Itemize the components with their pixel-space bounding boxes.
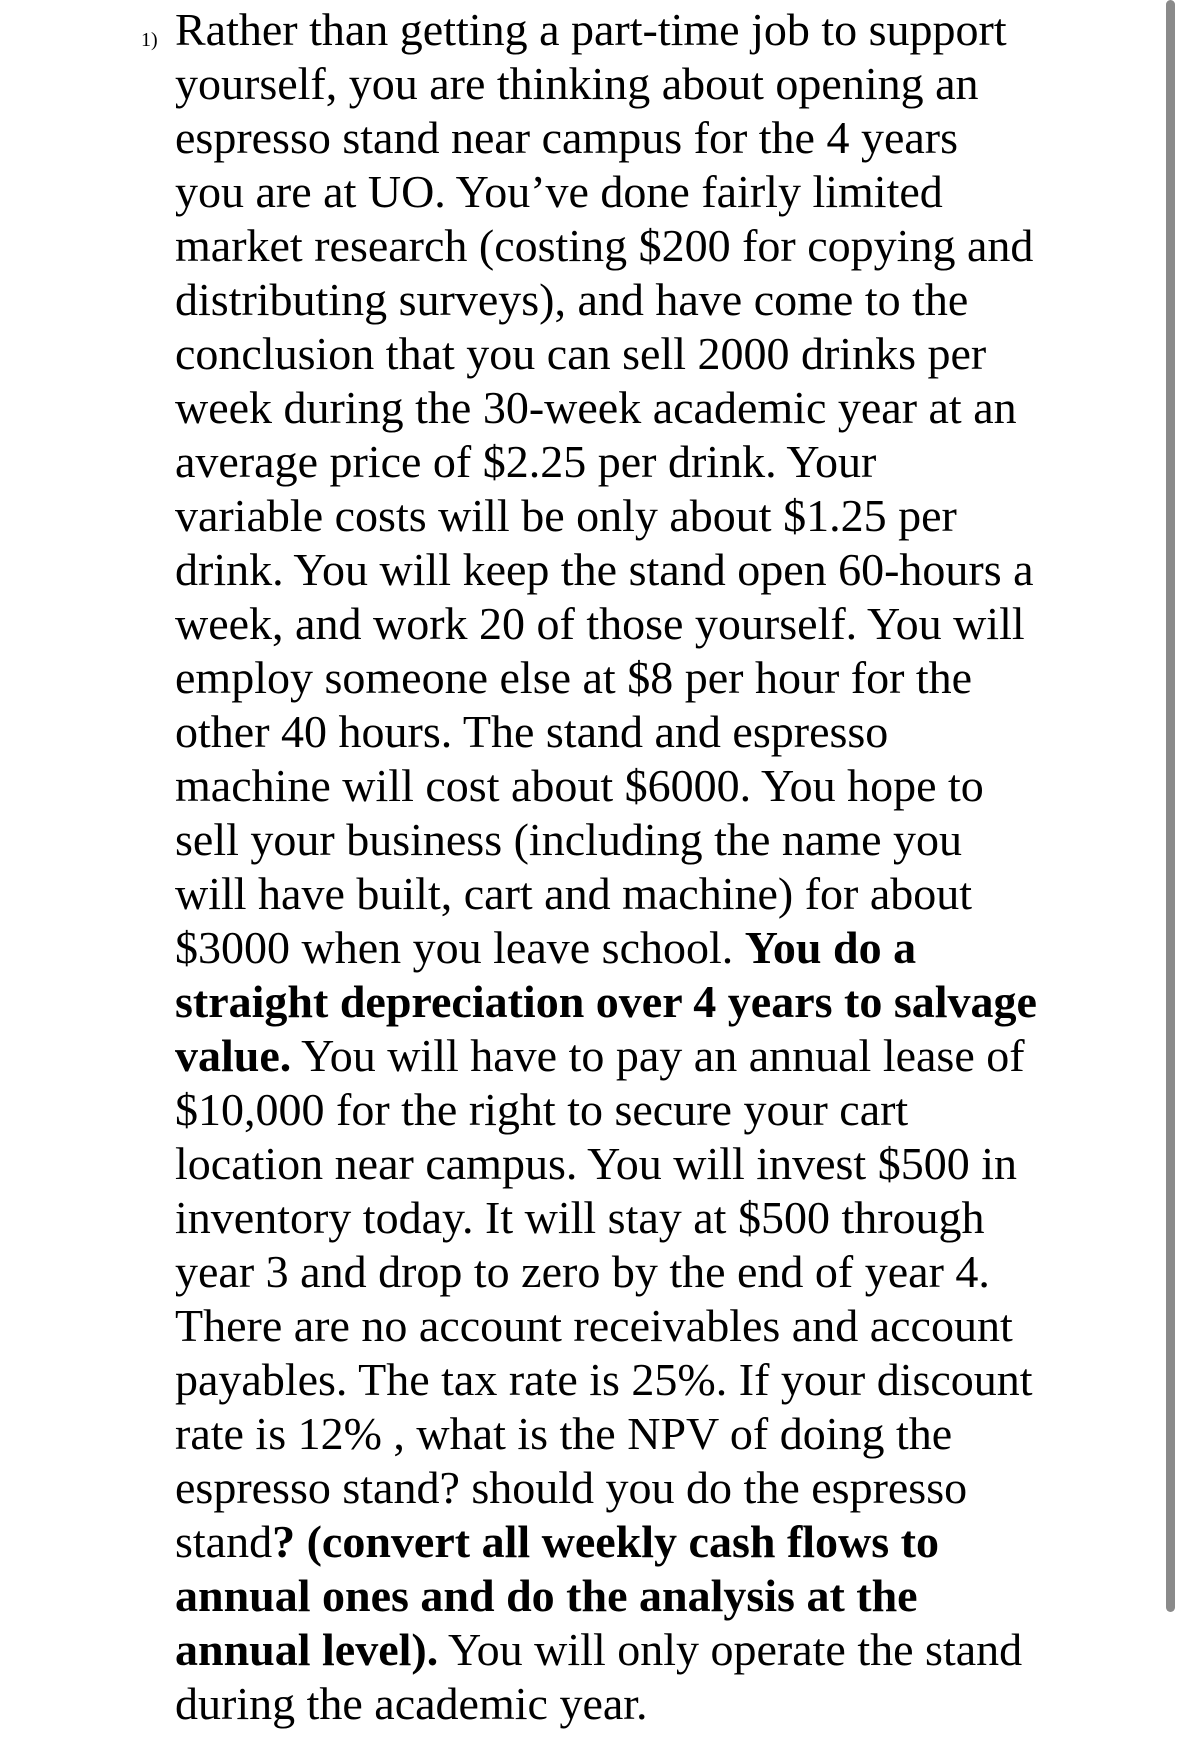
text-run: You will only operate the stand xyxy=(438,1624,1023,1675)
text-line xyxy=(175,759,1075,813)
text-line xyxy=(175,1461,1075,1515)
text-line xyxy=(175,219,1075,273)
text-run: conclusion that you can sell 2000 drinks per xyxy=(175,328,987,379)
text-line xyxy=(175,867,1075,921)
text-run: you are at UO. You’ve done fairly limited xyxy=(175,166,943,217)
text-run: stand xyxy=(175,1516,273,1567)
text-run: machine will cost about $6000. You hope to xyxy=(175,760,984,811)
text-line xyxy=(175,435,1075,489)
text-line xyxy=(175,381,1075,435)
bold-text-run: annual level). xyxy=(175,1624,439,1675)
text-line xyxy=(175,3,1075,57)
text-line xyxy=(175,1245,1075,1299)
text-line xyxy=(175,165,1075,219)
text-line xyxy=(175,1569,1075,1623)
text-line xyxy=(175,813,1075,867)
text-run: location near campus. You will invest $500 in xyxy=(175,1138,1017,1189)
text-run: market research (costing $200 for copying and xyxy=(175,220,1034,271)
text-line xyxy=(175,57,1075,111)
text-line xyxy=(175,111,1075,165)
scrollbar[interactable] xyxy=(1166,0,1175,1612)
bold-text-run: value. xyxy=(175,1030,292,1081)
text-line xyxy=(175,975,1075,1029)
text-line xyxy=(175,273,1075,327)
text-run: $10,000 for the right to secure your cart xyxy=(175,1084,909,1135)
text-run: year 3 and drop to zero by the end of year 4. xyxy=(175,1246,990,1297)
text-run: other 40 hours. The stand and espresso xyxy=(175,706,889,757)
text-line xyxy=(175,1623,1075,1677)
text-line xyxy=(175,1137,1075,1191)
text-run: week, and work 20 of those yourself. You will xyxy=(175,598,1025,649)
text-run: $3000 when you leave school. xyxy=(175,922,745,973)
text-line xyxy=(175,1353,1075,1407)
text-run: Rather than getting a part-time job to support xyxy=(175,4,1007,55)
text-run: sell your business (including the name you xyxy=(175,814,962,865)
text-run: will have built, cart and machine) for about xyxy=(175,868,973,919)
bold-text-run: You do a xyxy=(744,922,917,973)
text-run: week during the 30-week academic year at an xyxy=(175,382,1017,433)
text-line xyxy=(175,489,1075,543)
problem-number: 1) xyxy=(141,29,158,51)
text-line xyxy=(175,1299,1075,1353)
text-run: rate is 12% , what is the NPV of doing the xyxy=(175,1408,953,1459)
text-run: variable costs will be only about $1.25 per xyxy=(175,490,957,541)
problem-text xyxy=(175,3,1075,1731)
text-line xyxy=(175,1407,1075,1461)
text-run: payables. The tax rate is 25%. If your discount xyxy=(175,1354,1033,1405)
text-run: You will have to pay an annual lease of xyxy=(291,1030,1025,1081)
text-line xyxy=(175,597,1075,651)
text-line xyxy=(175,651,1075,705)
text-run: average price of $2.25 per drink. Your xyxy=(175,436,877,487)
text-line xyxy=(175,705,1075,759)
text-line xyxy=(175,543,1075,597)
text-run: espresso stand? should you do the espresso xyxy=(175,1462,968,1513)
text-run: yourself, you are thinking about opening an xyxy=(175,58,979,109)
text-run: There are no account receivables and account xyxy=(175,1300,1013,1351)
text-line xyxy=(175,327,1075,381)
text-run: drink. You will keep the stand open 60-hours a xyxy=(175,544,1034,595)
text-line xyxy=(175,921,1075,975)
text-line xyxy=(175,1515,1075,1569)
bold-text-run: ? (convert all weekly cash flows to xyxy=(272,1516,939,1567)
bold-text-run: annual ones and do the analysis at the xyxy=(175,1570,918,1621)
text-run: during the academic year. xyxy=(175,1678,648,1729)
text-run: espresso stand near campus for the 4 years xyxy=(175,112,959,163)
text-line xyxy=(175,1029,1075,1083)
text-run: distributing surveys), and have come to the xyxy=(175,274,969,325)
text-line xyxy=(175,1677,1075,1731)
text-run: employ someone else at $8 per hour for the xyxy=(175,652,973,703)
text-line xyxy=(175,1191,1075,1245)
text-run: inventory today. It will stay at $500 through xyxy=(175,1192,985,1243)
bold-text-run: straight depreciation over 4 years to salvage xyxy=(175,976,1037,1027)
text-line xyxy=(175,1083,1075,1137)
